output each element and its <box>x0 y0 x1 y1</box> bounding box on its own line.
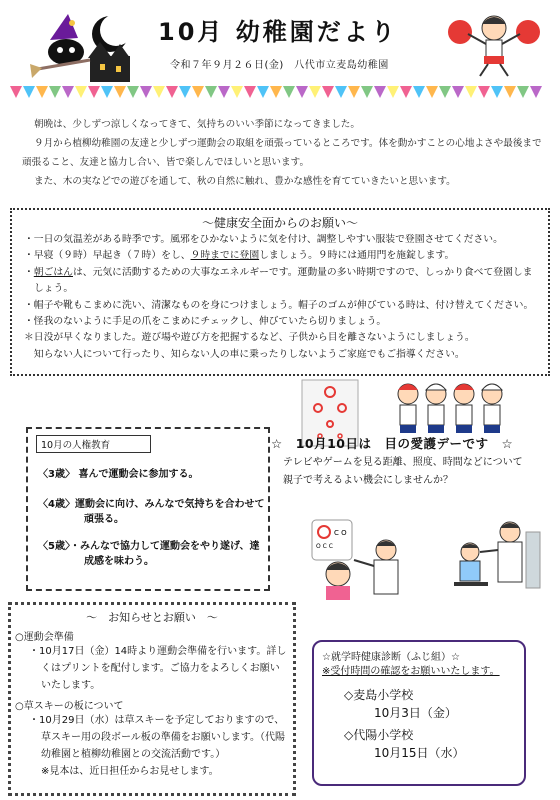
bunting-flag <box>309 86 321 98</box>
bunting-flag <box>36 86 48 98</box>
bunting-flag <box>426 86 438 98</box>
bunting-flag <box>153 86 165 98</box>
notice-section-title: ○運動会準備 <box>15 632 74 643</box>
health-safety-box <box>10 208 550 376</box>
bunting-decoration <box>10 86 550 106</box>
bunting-flag <box>283 86 295 98</box>
bunting-flag <box>10 86 22 98</box>
bunting-flag <box>62 86 74 98</box>
notice-item: ・10月17日（金）14時より運動会準備を行います。詳しくはプリントを配付します。ご協力をよろしくお願いいたします。 <box>29 646 287 691</box>
human-rights-box <box>26 427 270 591</box>
bunting-flag <box>413 86 425 98</box>
notice-section-title: ○草スキーの板について <box>15 701 124 712</box>
bunting-flag <box>231 86 243 98</box>
notice-heading: 〜 お知らせとお願い 〜 <box>86 611 218 624</box>
bunting-flag <box>517 86 529 98</box>
school-date: 10月3日（金） <box>374 706 457 720</box>
health-item: ・怪我のないように手足の爪をこまめにチェックし、伸びていたら切りましょう。 <box>24 316 387 328</box>
bunting-flag <box>205 86 217 98</box>
bunting-flag <box>101 86 113 98</box>
bunting-flag <box>49 86 61 98</box>
date-line: 令和７年９月２６日(金) 八代市立麦島幼稚園 <box>170 60 389 71</box>
bunting-flag <box>530 86 542 98</box>
intro-paragraph: ９月から植柳幼稚園の友達と少しずつ運動会の取組を頑張っているところです。体を動かすことの心地よさや最後まで頑張ること、友達と協力し合い、皆で楽しんでほしいと思います。 <box>22 138 542 168</box>
bunting-flag <box>127 86 139 98</box>
bunting-flag <box>23 86 35 98</box>
age4-goal-cont: 頑張る。 <box>84 514 124 525</box>
bunting-flag <box>244 86 256 98</box>
doctor-exam-illustration <box>440 512 548 602</box>
school-name: ◇代陽小学校 <box>344 728 414 742</box>
bunting-flag <box>374 86 386 98</box>
bunting-flag <box>478 86 490 98</box>
intro-text <box>22 115 542 191</box>
svg-text:O C C: O C C <box>316 543 333 550</box>
svg-text:C O: C O <box>334 529 347 537</box>
health-item: ・朝ごはんは、元気に活動するための大事なエネルギーです。運動量の多い時期ですので、しっかり食べて登園しましょう。 <box>24 266 533 295</box>
checkup-title: ☆就学時健康診断（ふじ組）☆ <box>322 652 460 663</box>
bunting-flag <box>140 86 152 98</box>
bunting-flag <box>322 86 334 98</box>
bunting-flag <box>361 86 373 98</box>
eye-day-line: 親子で考えるよい機会にしませんか？ <box>283 475 453 486</box>
health-item: ＊日没が早くなりました。遊び場や遊び方を把握するなど、子供から目を離さないようにしましょう。 <box>24 332 475 344</box>
bunting-flag <box>439 86 451 98</box>
eye-exam-illustration <box>310 516 422 600</box>
checkup-note: ※受付時間の確認をお願いいたします。 <box>322 666 500 677</box>
bunting-flag <box>296 86 308 98</box>
cheerleader-illustration <box>444 8 544 80</box>
bunting-flag <box>166 86 178 98</box>
age4-goal: 〈4歳〉運動会に向け、みんなで気持ちを合わせて <box>38 499 265 510</box>
health-item: 知らない人について行ったり、知らない人の車に乗ったりしないようご家庭でもご指導ください。 <box>24 348 465 360</box>
bunting-flag <box>465 86 477 98</box>
bunting-flag <box>88 86 100 98</box>
age5-goal-cont: 成感を味わう。 <box>84 556 154 567</box>
eye-day-line: テレビやゲームを見る距離、照度、時間などについて <box>283 457 523 468</box>
bunting-flag <box>504 86 516 98</box>
halloween-illustration <box>28 8 138 84</box>
bunting-flag <box>335 86 347 98</box>
bunting-flag <box>387 86 399 98</box>
bunting-flag <box>348 86 360 98</box>
health-checkup-box <box>312 640 526 786</box>
human-rights-header: 10月の人権教育 <box>36 435 151 453</box>
notice-item: ・10月29日（水）は草スキーを予定しておりますので、草スキー用の段ボール板の準備をお願いします。（代陽幼稚園と植柳幼稚園との交流活動です。） <box>29 715 285 760</box>
health-item: ・帽子や靴もこまめに洗い、清潔なものを身につけましょう。帽子のゴムが伸びている時は、付け替えてください。 <box>24 299 534 311</box>
bunting-flag <box>257 86 269 98</box>
health-item: ・一日の気温差がある時季です。風邪をひかないように気を付け、調整しやすい服装で登園させてください。 <box>24 234 503 245</box>
health-item: ・早寝（９時）早起き（７時）をし、９時までに登園しましょう。９時には通用門を施錠します。 <box>24 250 455 262</box>
school-name: ◇麦島小学校 <box>344 688 414 702</box>
bunting-flag <box>400 86 412 98</box>
bunting-flag <box>75 86 87 98</box>
page-title: 10月 幼稚園だより <box>158 18 398 46</box>
bunting-flag <box>218 86 230 98</box>
notice-note: ※見本は、近日担任からお見せします。 <box>41 766 219 777</box>
bunting-flag <box>452 86 464 98</box>
intro-paragraph: また、木の実などでの遊びを通して、秋の自然に触れ、豊かな感性を育てていきたいと思います。 <box>34 176 456 187</box>
eye-day-heading: ☆ 10月10日は 目の愛護デーです ☆ <box>271 436 514 451</box>
bunting-flag <box>491 86 503 98</box>
bunting-flag <box>270 86 282 98</box>
age3-goal: 〈3歳〉 喜んで運動会に参加する。 <box>38 469 199 480</box>
bunting-flag <box>192 86 204 98</box>
bunting-flag <box>179 86 191 98</box>
notice-box <box>8 602 296 796</box>
bunting-flag <box>114 86 126 98</box>
intro-paragraph: 朝晩は、少しずつ涼しくなってきて、気持ちのいい季節になってきました。 <box>34 119 360 130</box>
school-date: 10月15日（水） <box>374 746 465 760</box>
age5-goal: 〈5歳〉・みんなで協力して運動会をやり遂げ、達 <box>38 541 260 552</box>
eye-day-text <box>283 454 523 490</box>
health-heading: 〜健康安全面からのお願い〜 <box>201 216 358 230</box>
